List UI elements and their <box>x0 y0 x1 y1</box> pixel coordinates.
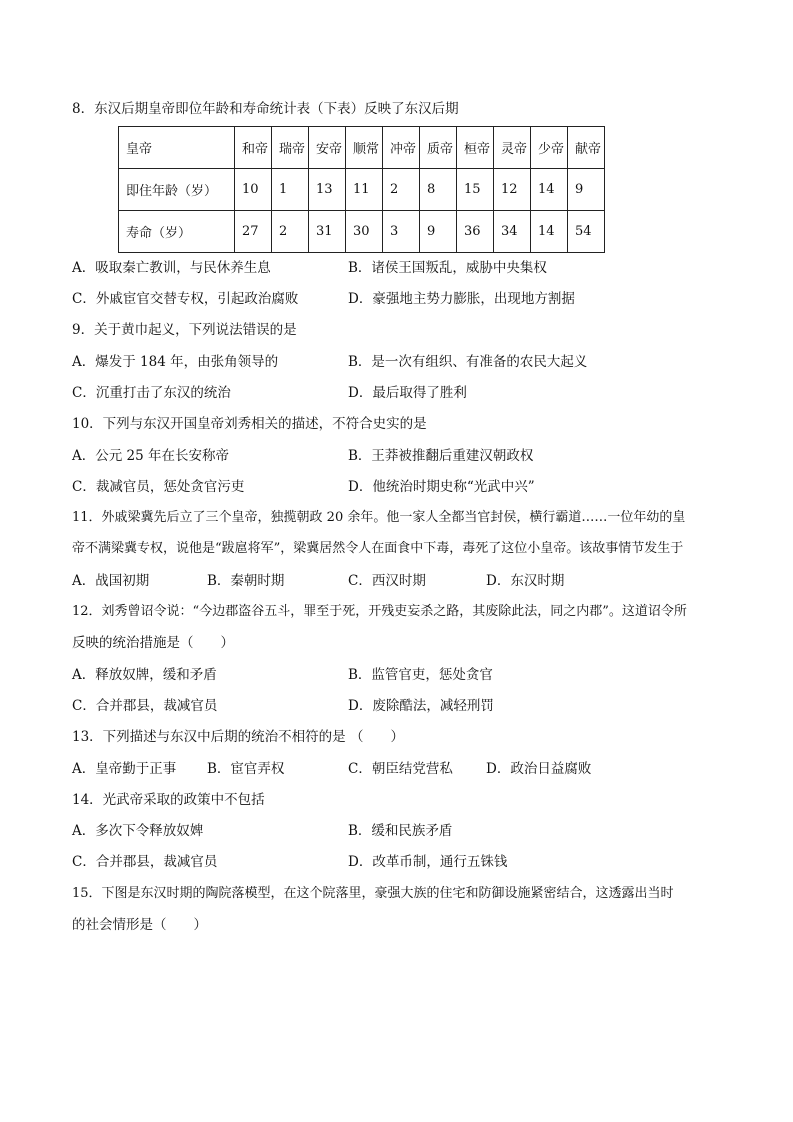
table-cell: 15 <box>457 169 494 211</box>
table-cell: 30 <box>346 211 383 253</box>
q12-option-d[interactable]: D．废除酷法，减轻刑罚 <box>348 698 494 714</box>
table-row-header <box>119 127 605 169</box>
table-cell: 献帝 <box>568 127 605 169</box>
q9-option-a[interactable]: A．爆发于 184 年，由张角领导的 <box>72 354 279 370</box>
table-cell: 少帝 <box>531 127 568 169</box>
q14-stem: 14．光武帝采取的政策中不包括 <box>72 792 265 808</box>
q13-option-c[interactable]: C．朝臣结党营私 <box>348 761 453 777</box>
table-cell: 9 <box>420 211 457 253</box>
table-cell: 顺常 <box>346 127 383 169</box>
q12-option-a[interactable]: A．释放奴牌，缓和矛盾 <box>72 667 217 683</box>
table-row-lifespan <box>119 211 605 253</box>
q8-option-c[interactable]: C．外戚宦官交替专权，引起政治腐败 <box>72 291 299 307</box>
table-cell: 31 <box>309 211 346 253</box>
q13-stem: 13．下列描述与东汉中后期的统治不相符的是 （ ） <box>72 729 404 745</box>
q12-option-c[interactable]: C．合并郡县，裁减官员 <box>72 698 218 714</box>
q9-option-d[interactable]: D．最后取得了胜利 <box>348 385 467 401</box>
table-cell: 冲帝 <box>383 127 420 169</box>
table-cell: 质帝 <box>420 127 457 169</box>
q11-option-d[interactable]: D．东汉时期 <box>486 573 565 589</box>
table-cell: 27 <box>235 211 272 253</box>
q10-stem: 10．下列与东汉开国皇帝刘秀相关的描述，不符合史实的是 <box>72 416 427 432</box>
q11-stem-line1: 11．外戚梁冀先后立了三个皇帝，独揽朝政 20 余年。他一家人全都当官封侯，横行霸道……一位年幼的皇 <box>72 510 686 525</box>
q8-stem: 8．东汉后期皇帝即位年龄和寿命统计表（下表）反映了东汉后期 <box>72 101 459 117</box>
table-cell: 桓帝 <box>457 127 494 169</box>
q12-stem-line1: 12．刘秀曾诏令说：“今边郡盗谷五斗，罪至于死，开残吏妄杀之路，其废除此法，同之内郡”。这道诏令所 <box>72 604 687 619</box>
table-cell: 11 <box>346 169 383 211</box>
table-cell: 54 <box>568 211 605 253</box>
table-cell: 34 <box>494 211 531 253</box>
table-row-age <box>119 169 605 211</box>
table-cell: 8 <box>420 169 457 211</box>
q10-option-c[interactable]: C．裁减官员，惩处贪官污吏 <box>72 479 245 495</box>
table-cell: 10 <box>235 169 272 211</box>
table-cell: 36 <box>457 211 494 253</box>
q14-option-a[interactable]: A．多次下令释放奴婢 <box>72 823 204 839</box>
table-cell: 2 <box>272 211 309 253</box>
table-cell: 皇帝 <box>119 127 235 169</box>
q8-option-a[interactable]: A．吸取秦亡教训，与民休养生息 <box>72 260 271 276</box>
q11-option-c[interactable]: C．西汉时期 <box>348 573 426 589</box>
q10-option-d[interactable]: D．他统治时期史称“光武中兴” <box>348 479 535 495</box>
table-cell: 1 <box>272 169 309 211</box>
q11-option-b[interactable]: B．秦朝时期 <box>207 573 285 589</box>
table-cell: 13 <box>309 169 346 211</box>
table-cell: 2 <box>383 169 420 211</box>
q14-option-c[interactable]: C．合并郡县，裁减官员 <box>72 854 218 870</box>
q12-stem-line2: 反映的统治措施是（ ） <box>72 635 234 651</box>
q13-option-d[interactable]: D．政治日益腐败 <box>486 761 592 777</box>
table-cell: 安帝 <box>309 127 346 169</box>
table-cell: 12 <box>494 169 531 211</box>
q13-option-a[interactable]: A．皇帝勤于正事 <box>72 761 177 777</box>
q8-option-b[interactable]: B．诸侯王国叛乱，威胁中央集权 <box>348 260 547 276</box>
q10-option-a[interactable]: A．公元 25 年在长安称帝 <box>72 448 230 464</box>
table-cell: 即住年龄（岁） <box>119 169 235 211</box>
q11-option-a[interactable]: A．战国初期 <box>72 573 150 589</box>
q14-option-d[interactable]: D．改革币制，通行五铢钱 <box>348 854 508 870</box>
table-cell: 14 <box>531 169 568 211</box>
q11-stem-line2: 帝不满梁冀专权，说他是“跋扈将军”，梁冀居然令人在面食中下毒，毒死了这位小皇帝。该故事情节发生于 <box>72 541 684 556</box>
q9-option-c[interactable]: C．沉重打击了东汉的统治 <box>72 385 231 401</box>
table-cell: 9 <box>568 169 605 211</box>
q9-option-b[interactable]: B．是一次有组织、有准备的农民大起义 <box>348 354 588 370</box>
q10-option-b[interactable]: B．王莽被推翻后重建汉朝政权 <box>348 448 534 464</box>
table-cell: 和帝 <box>235 127 272 169</box>
q9-stem: 9．关于黄巾起义，下列说法错误的是 <box>72 322 297 338</box>
emperor-stats-table <box>118 126 605 253</box>
table-cell: 14 <box>531 211 568 253</box>
q13-option-b[interactable]: B．宦官弄权 <box>207 761 285 777</box>
q14-option-b[interactable]: B．缓和民族矛盾 <box>348 823 453 839</box>
table-cell: 寿命（岁） <box>119 211 235 253</box>
q15-stem-line2: 的社会情形是（ ） <box>72 917 207 933</box>
q8-option-d[interactable]: D．豪强地主势力膨胀，出现地方割据 <box>348 291 575 307</box>
q15-stem-line1: 15．下图是东汉时期的陶院落模型，在这个院落里，豪强大族的住宅和防御设施紧密结合，这透露出当时 <box>72 886 674 901</box>
q12-option-b[interactable]: B．监管官吏，惩处贪官 <box>348 667 493 683</box>
table-cell: 瑞帝 <box>272 127 309 169</box>
table-cell: 灵帝 <box>494 127 531 169</box>
table-cell: 3 <box>383 211 420 253</box>
